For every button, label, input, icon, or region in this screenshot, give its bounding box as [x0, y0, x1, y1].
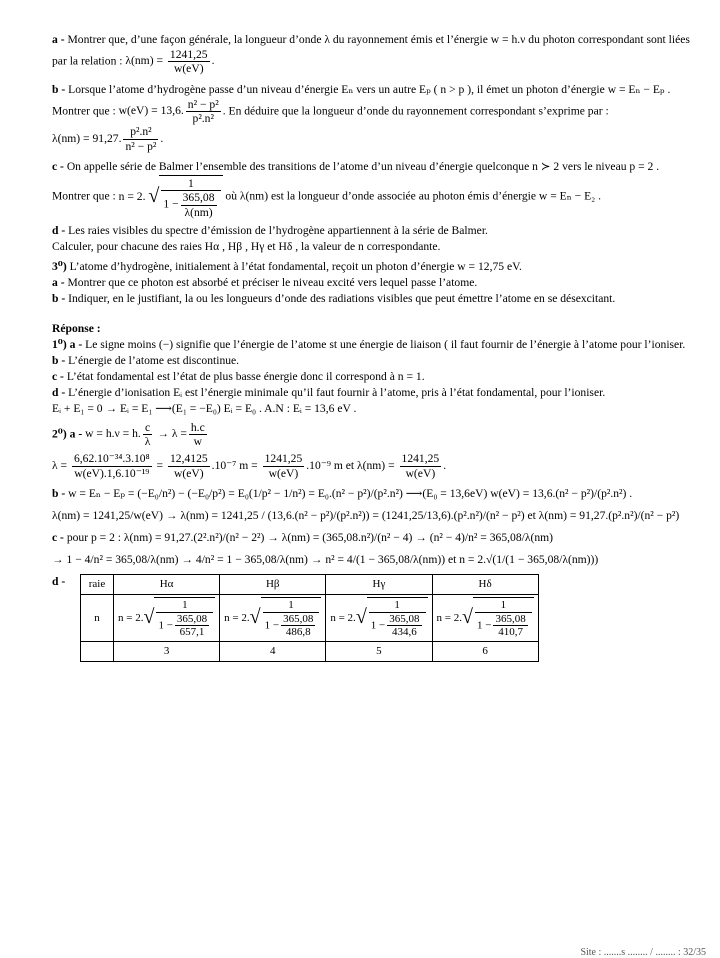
question-3a: a - Montrer que ce photon est absorbé et préciser le niveau excité vers lequel passe l’atome. — [52, 275, 478, 289]
question-3: 3⁰) L’atome d’hydrogène, initialement à l’état fondamental, reçoit un photon d’énergie w = 12,75 eV. — [52, 259, 522, 273]
table-cell: n = 2.√ 1 1 − $\frac{365,08}{657,1}$ — [114, 595, 220, 642]
table-row-label: n — [81, 595, 114, 642]
reponse-2d: d - raie Hα Hβ Hγ Hδ n n = 2.√ 1 1 − $\frac{365,08}{657,1}$ n = 2.√ 1 1 − $\frac{365,08}{486,8}$ n = 2.√ 1 1 − $\frac{365,08}{434,6}$ n = 2.√ 1 1 − $\frac{365,08}{410,7}$ 3 4 5 6 — [52, 574, 692, 662]
document-page — [52, 32, 692, 662]
fraction: $\frac{1241,25}{w(eV)}$ — [169, 47, 208, 76]
reponse-2a-calc: λ = $\frac{\text{6,62.10⁻³⁴.3.10⁸}}{\text{w(eV).1,6.10⁻¹⁹}}$ = $\frac{12,4125}{w(eV)}$ .10⁻⁷ m = $\frac{1241,25}{w(eV)}$ .10⁻⁹ m et λ(nm) = $\frac{1241,25}{w(eV)}$ . — [52, 452, 447, 480]
table-row — [81, 595, 539, 642]
reponse-1d-equation: Eᵢ + E₁ = 0 → Eᵢ = E₁ ⟶(E₁ = −E₀) Eᵢ = E₀ . A.N : Eᵢ = 13,6 eV . — [52, 401, 357, 415]
reponse-2b: b - w = Eₙ − Eₚ = (−E₀/n²) − (−E₀/p²) = E₀(1/p² − 1/n²) = E₀.(n² − p²)/(p².n²) ⟶(E₀ = 13,6eV) w(eV) = 13,6.(n² − p²)/(p².n²) . — [52, 487, 633, 501]
reponse-1a: 1⁰) a - Le signe moins (−) signifie que l’énergie de l’atome st une énergie de liaison ( il faut fournir de l’énergie à l’atome pour l’ioniser. — [52, 337, 686, 351]
reponse-2c: c - pour p = 2 : λ(nm) = 91,27.(2².n²)/(n² − 2²) → λ(nm) = (365,08.n²)/(n² − 4) → (n² − 4)/n² = 365,08/λ(nm) — [52, 531, 553, 545]
table-row — [81, 574, 539, 594]
question-d: d - Les raies visibles du spectre d’émission de l’hydrogène appartiennent à la série de Balmer. — [52, 223, 488, 237]
table-header: Hδ — [432, 574, 538, 594]
table-cell: n = 2.√ 1 1 − $\frac{365,08}{410,7}$ — [432, 595, 538, 642]
question-c: c - On appelle série de Balmer l’ensemble des transitions de l’atome d’un niveau d’énergie quelconque n ≻ 2 vers le niveau p = 2 . Montrer que : n = 2. √ 1 1 − $\frac{365,08}{\lambda(nm)}$ où λ(nm) est la longueur d’onde associée au photon émis d’énergie w = Eₙ − E₂ . — [52, 159, 660, 219]
table-header: Hβ — [220, 574, 326, 594]
question-d-2: Calculer, pour chacune des raies Hα , Hβ , Hγ et Hδ , la valeur de n correspondante. — [52, 239, 441, 253]
table-header: Hα — [114, 574, 220, 594]
balmer-table — [80, 574, 539, 662]
table-cell-n: 3 — [114, 642, 220, 662]
question-b: b - Lorsque l’atome d’hydrogène passe d’un niveau d’énergie Eₙ vers un autre Eₚ ( n > p ), il émet un photon d’énergie w = Eₙ − Eₚ . Montrer que : w(eV) = 13,6. $\frac{\text{n² − p²}}{\text{p².n²}}$ . En déduire que la longueur d’onde du rayonnement correspondant s’exprime par : λ(nm) = 91,27. $\frac{\text{p².n²}}{\text{n² − p²}}$ . — [52, 82, 671, 153]
table-header: Hγ — [326, 574, 432, 594]
reponse-title: Réponse : — [52, 321, 101, 335]
square-root: √ 1 1 − $\frac{365,08}{\lambda(nm)}$ — [148, 175, 222, 219]
table-header-raie: raie — [81, 574, 114, 594]
question-3b: b - Indiquer, en le justifiant, la ou les longueurs d’onde des radiations visibles que peut émettre l’atome en se désexcitant. — [52, 291, 616, 305]
reponse-2c-n: → 1 − 4/n² = 365,08/λ(nm) → 4/n² = 1 − 365,08/λ(nm) → n² = 4/(1 − 365,08/λ(nm)) et n = 2.√(1/(1 − 365,08/λ(nm))) — [52, 553, 599, 566]
table-cell: n = 2.√ 1 1 − $\frac{365,08}{486,8}$ — [220, 595, 326, 642]
reponse-1d: d - L’énergie d’ionisation Eᵢ est l’énergie minimale qu’il faut fournir à l’atome, pris à l’état fondamental, pour l’ioniser. — [52, 385, 606, 399]
reponse-1c: c - L’état fondamental est l’état de plus basse énergie donc il correspond à n = 1. — [52, 369, 425, 383]
table-cell-n: 4 — [220, 642, 326, 662]
table-cell-n: 5 — [326, 642, 432, 662]
reponse-2a: 2⁰) a - w = h.ν = h. $\frac{c}{\lambda}$ → λ = $\frac{h.c}{w}$ — [52, 420, 205, 449]
table-row — [81, 642, 539, 662]
table-cell: n = 2.√ 1 1 − $\frac{365,08}{434,6}$ — [326, 595, 432, 642]
reponse-1b: b - L’énergie de l’atome est discontinue. — [52, 353, 240, 367]
page-footer: Site : .......s ........ / ........ : 32/35 — [580, 947, 706, 958]
table-cell-n: 6 — [432, 642, 538, 662]
question-a: a - Montrer que, d’une façon générale, la longueur d’onde λ du rayonnement émis et l’énergie w = h.ν du photon correspondant sont liées par la relation : λ(nm) = $\frac{1241,25}{w(eV)}$ . — [52, 33, 690, 76]
reponse-2b-lambda: λ(nm) = 1241,25/w(eV) → λ(nm) = 1241,25 / (13,6.(n² − p²)/(p².n²)) = (1241,25/13,6).(p².n²)/(n² − p²) et λ(nm) = 91,27.(p².n²)/(n² − p²) — [52, 509, 680, 523]
